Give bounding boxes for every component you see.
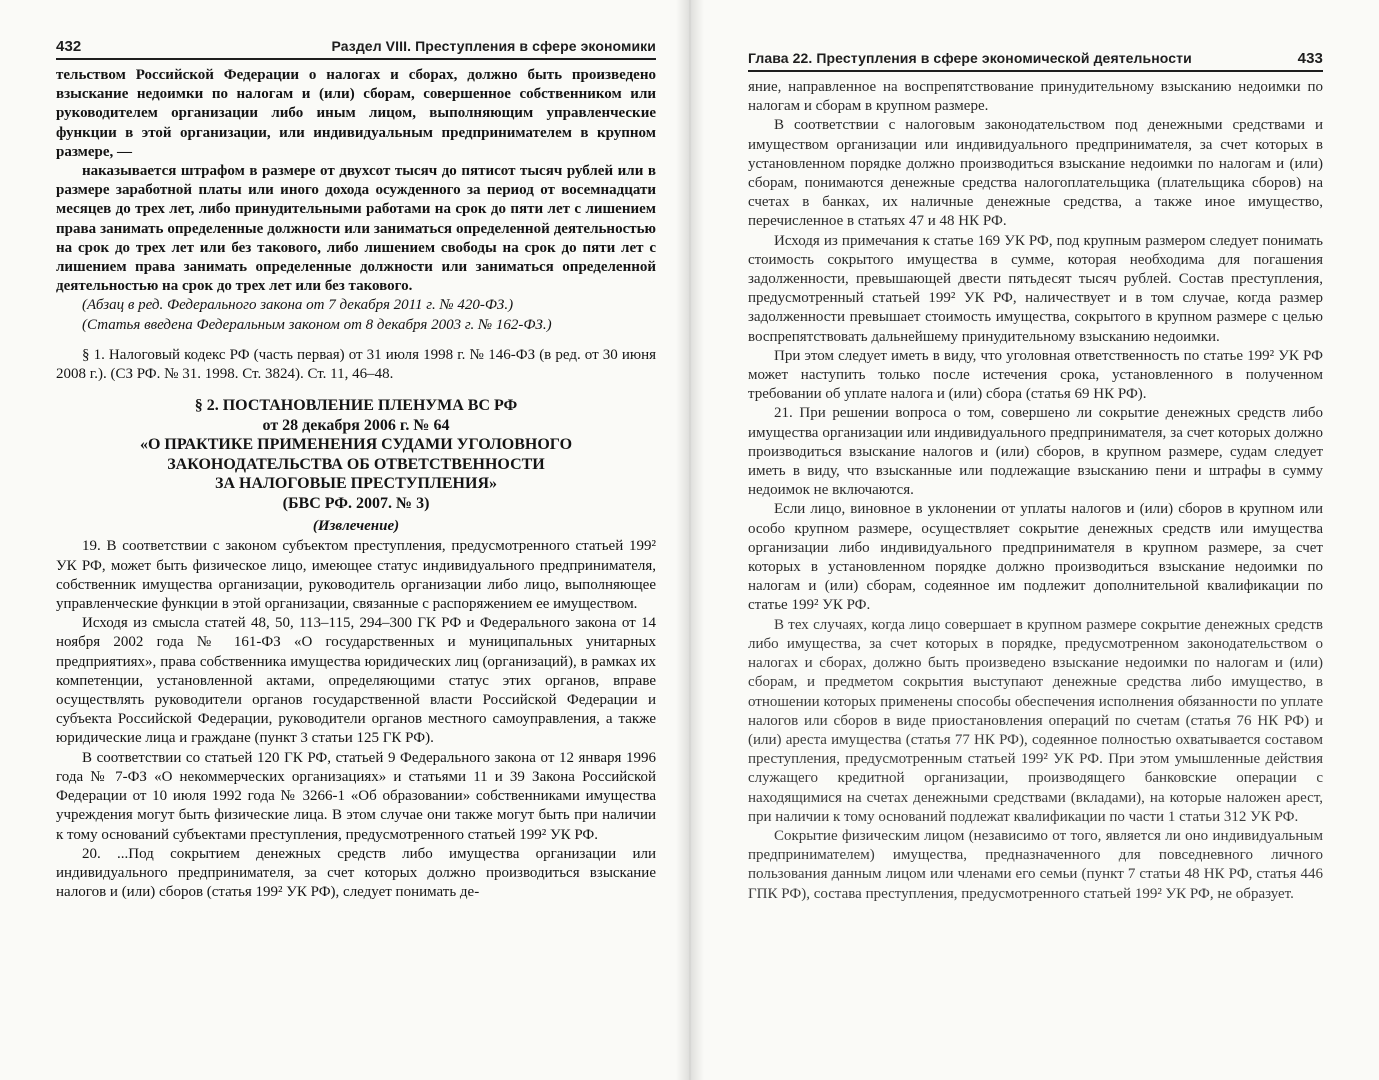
left-page-number: 432 [56, 38, 82, 55]
amendment-note: (Статья введена Федеральным законом от 8 декабря 2003 г. № 162-ФЗ.) [82, 316, 552, 333]
heading-line: (БВС РФ. 2007. № 3) [282, 494, 430, 512]
paragraph: 19. В соответствии с законом субъектом преступления, предусмотренного статьей 199² УК РФ, может быть физическое лицо, имеющее статус индивидуального предпринимателя, собственник имущества организации, руководитель организации либо лицо, выполняющее управленческие функции в этой организации, связанные с распоряжением ее имуществом. [56, 538, 656, 613]
paragraph: В соответствии со статьей 120 ГК РФ, статьей 9 Федерального закона от 12 января 1996 года № 7-ФЗ «О некоммерческих организациях» и статьями 11 и 39 Закона Российской Федерации от 10 июля 1992 года № 3266-1 «Об образовании» собственниками имущества учреждения могут быть физические лица. В этом случае они также могут быть при наличии к тому оснований субъектами преступления, предусмотренного статьей 199² УК РФ. [56, 749, 656, 843]
paragraph: Сокрытие физическим лицом (независимо от того, является ли оно индивидуальным предпринимателем) имущества, предназначенного для повседневного личного пользования данным лицом или членами его семьи (пункт 7 статьи 48 НК РФ, статья 446 ГПК РФ), состава преступления, предусмотренного статьей 199² УК РФ, не образует. [748, 827, 1323, 902]
paragraph: яние, направленное на воспрепятствование принудительному взысканию недоимки по налогам и сборам в крупном размере. [748, 79, 1323, 115]
law-text-penalty: наказывается штрафом в размере от двухсот тысяч до пятисот тысяч рублей или в размере заработной платы или иного дохода осужденного за период от восемнадцати месяцев до трех лет, либо принудительными работами на срок до пяти лет с лишением права занимать определенные должности или заниматься определенной деятельностью на срок до трех лет или без такового, либо лишением свободы на срок до пяти лет с лишением права занимать определенные должности или заниматься определенной деятельностью на срок до трех лет или без такового. [56, 163, 656, 295]
book-gutter [676, 0, 704, 1080]
paragraph: 21. При решении вопроса о том, совершено ли сокрытие денежных средств либо имущества организации или индивидуального предпринимателя, за счет которых должно производиться взыскание налогов и (или) сборов, в крупном размере, судам следует иметь в виду, что взысканные или подлежащие взысканию пени и штрафы в сумму недоимок не включаются. [748, 405, 1323, 499]
heading-line: ЗАКОНОДАТЕЛЬСТВА ОБ ОТВЕТСТВЕННОСТИ [167, 455, 545, 473]
paragraph: Исходя из примечания к статье 169 УК РФ, под крупным размером следует понимать стоимость сокрытого имущества в сумме, которая необходима для погашения задолженности, превышающей двести пятьдесят тысяч рублей. Состав преступления, предусмотренный статьей 199² УК РФ, наличествует и в том случае, когда размер задолженности превышает стоимость имущества, сокрытого в крупном размере с целью воспрепятствовать дальнейшему принудительному взысканию недоимки. [748, 232, 1323, 345]
section-2-heading [56, 396, 656, 513]
right-running-head [748, 50, 1323, 72]
right-page [690, 0, 1379, 1080]
paragraph: При этом следует иметь в виду, что уголовная ответственность по статье 199² УК РФ может наступить только после истечения срока, установленного в полученном требовании об уплате налога и (или) сбора (статья 69 НК РФ). [748, 347, 1323, 403]
right-running-title: Глава 22. Преступления в сфере экономической деятельности [748, 50, 1192, 66]
section-1-reference: § 1. Налоговый кодекс РФ (часть первая) от 31 июля 1998 г. № 146-ФЗ (в ред. от 30 июня 2008 г.). (СЗ РФ. № 31. 1998. Ст. 3824). Ст. 11, 46–48. [56, 346, 656, 383]
heading-line: § 2. ПОСТАНОВЛЕНИЕ ПЛЕНУМА ВС РФ [194, 397, 518, 415]
heading-line: ЗА НАЛОГОВЫЕ ПРЕСТУПЛЕНИЯ» [215, 475, 497, 493]
paragraph: В соответствии с налоговым законодательством под денежными средствами и имуществом организации или индивидуального предпринимателя, за счет которых в установленном порядке должно производиться взыскание недоимки по налогам и (или) сборам, понимаются денежные средства налогоплательщика (плательщика сборов) на счетах в банках, их наличные денежные средства, а также иное имущество, перечисленное в статьях 47 и 48 НК РФ. [748, 117, 1323, 230]
paragraph: 20. ...Под сокрытием денежных средств либо имущества организации или индивидуального предпринимателя, за счет которых должно производиться взыскание налогов и (или) сборов (статья 199² УК РФ), следует понимать де- [56, 845, 656, 901]
left-running-head [56, 38, 656, 60]
law-text-continuation: тельством Российской Федерации о налогах и сборах, должно быть произведено взыскание недоимки по налогам и (или) сборам, совершенное собственником или руководителем организации либо иным лицом, выполняющим управленческие функции в этой организации, или индивидуальным предпринимателем в крупном размере, — [56, 67, 656, 160]
paragraph: Исходя из смысла статей 48, 50, 113–115, 294–300 ГК РФ и Федерального закона от 14 ноября 2002 года № 161-ФЗ «О государственных и муниципальных унитарных предприятиях», права собственника имущества юридических лиц (организаций), в рамках их компетенции, установленной актами, определяющими статус этих органов, вправе осуществлять руководители органов государственной власти Российской Федерации и субъекта Российской Федерации, руководители органов местного самоуправления, а также юридические лица и граждане (пункт 3 статьи 125 ГК РФ). [56, 615, 656, 747]
extract-label: (Извлечение) [312, 518, 400, 535]
amendment-note: (Абзац в ред. Федерального закона от 7 декабря 2011 г. № 420-ФЗ.) [82, 297, 514, 314]
right-page-number: 433 [1297, 50, 1323, 67]
heading-line: от 28 декабря 2006 г. № 64 [262, 416, 450, 434]
paragraph: В тех случаях, когда лицо совершает в крупном размере сокрытие денежных средств либо имущества, за счет которых в порядке, предусмотренном законодательством о налогах и сборах, должно быть произведено взыскание недоимки по налогам и (или) сборам, и предметом сокрытия выступают денежные средства либо имущество, в отношении которых применены способы обеспечения исполнения обязанности по уплате налогов или сборов в виде приостановления операций по счетам (статья 76 НК РФ) и (или) ареста имущества (статья 77 НК РФ), содеянное полностью охватывается составом преступления, предусмотренным статьей 199² УК РФ. При этом умышленные действия служащего кредитной организации, производящего банковские операции с находящимися на счетах денежными средствами (вкладами), на которые наложен арест, при наличии к тому оснований подлежат квалификации по части 1 статьи 312 УК РФ. [748, 616, 1323, 825]
left-running-title: Раздел VIII. Преступления в сфере экономики [331, 38, 656, 54]
paragraph: Если лицо, виновное в уклонении от уплаты налогов и (или) сборов в крупном или особо крупном размере, осуществляет сокрытие денежных средств или имущества организации либо индивидуального предпринимателя в крупном размере, за счет которых в установленном порядке должно производиться взыскание недоимки по налогам и (или) сборам, содеянное им подлежит дополнительной квалификации по статье 199² УК РФ. [748, 501, 1323, 614]
heading-line: «О ПРАКТИКЕ ПРИМЕНЕНИЯ СУДАМИ УГОЛОВНОГО [139, 436, 573, 454]
